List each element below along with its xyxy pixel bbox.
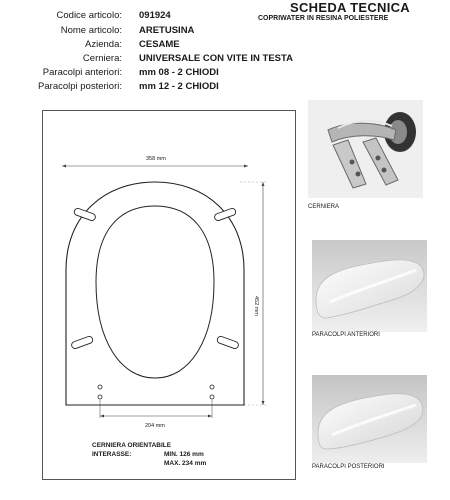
width-dimension-label: 358 mm: [146, 156, 166, 162]
height-dimension-label: 452 mm: [253, 296, 259, 316]
spec-label: Cerniera:: [82, 53, 122, 64]
rear-bumper-caption: PARACOLPI POSTERIORI: [312, 464, 385, 470]
hinge-note-min: MIN. 126 mm: [164, 451, 204, 458]
hinge-note-interasse: INTERASSE:: [92, 451, 132, 458]
hinge-hole: [210, 385, 214, 389]
spec-value: CESAME: [139, 39, 180, 50]
front-bumper-photo: [312, 240, 427, 332]
hinge-note-max: MAX. 234 mm: [164, 460, 207, 467]
hinge-note-title: CERNIERA ORIENTABILE: [92, 442, 172, 449]
arrow-right-icon: [208, 415, 212, 418]
arrow-left-icon: [62, 165, 66, 168]
rear-bumper-photo-icon: [312, 375, 427, 463]
hinge-photo: [308, 100, 423, 198]
spec-value: UNIVERSALE CON VITE IN TESTA: [139, 53, 293, 64]
hinge-photo-icon: [308, 100, 423, 198]
page-title: SCHEDA TECNICA: [290, 0, 411, 15]
spec-label: Paracolpi posteriori:: [38, 81, 122, 92]
arrow-right-icon: [244, 165, 248, 168]
arrow-down-icon: [262, 401, 265, 405]
seat-inner-opening: [96, 206, 214, 378]
arrow-left-icon: [100, 415, 104, 418]
front-bumper-caption: PARACOLPI ANTERIORI: [312, 332, 380, 338]
hinge-distance-label: 204 mm: [145, 423, 165, 429]
spec-label: Codice articolo:: [56, 10, 122, 21]
hinge-hole: [210, 395, 214, 399]
rear-bumper-photo: [312, 375, 427, 463]
spec-label: Paracolpi anteriori:: [42, 67, 122, 78]
spec-value: ARETUSINA: [139, 25, 195, 36]
spec-label: Nome articolo:: [60, 25, 122, 36]
hinge-hole: [98, 385, 102, 389]
hinge-hole: [98, 395, 102, 399]
spec-value: mm 12 - 2 CHIODI: [139, 81, 219, 92]
arrow-up-icon: [262, 182, 265, 186]
front-bumper-photo-icon: [312, 240, 427, 332]
page-subtitle: COPRIWATER IN RESINA POLIESTERE: [258, 15, 389, 22]
hinge-caption: CERNIERA: [308, 204, 340, 210]
spec-value: mm 08 - 2 CHIODI: [139, 67, 219, 78]
spec-label: Azienda:: [85, 39, 122, 50]
spec-value: 091924: [139, 10, 171, 21]
